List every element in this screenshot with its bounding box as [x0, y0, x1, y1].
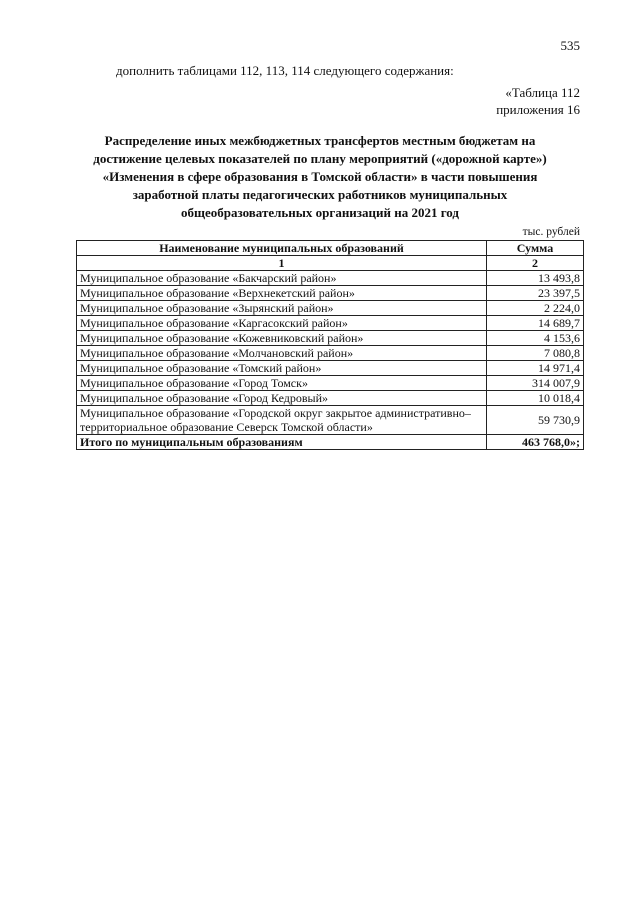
- header-sum: Сумма: [487, 241, 584, 256]
- units-label: тыс. рублей: [522, 226, 580, 238]
- table-row: [77, 286, 584, 301]
- row-sum: 13 493,8: [487, 271, 584, 286]
- table-row: [77, 406, 584, 435]
- table-header-row: [77, 241, 584, 256]
- row-name: Муниципальное образование «Каргасокский район»: [77, 316, 487, 331]
- column-number-1: 1: [77, 256, 487, 271]
- header-name: Наименование муниципальных образований: [77, 241, 487, 256]
- budget-table: [76, 240, 584, 450]
- row-sum: 4 153,6: [487, 331, 584, 346]
- title-line-2: достижение целевых показателей по плану мероприятий («дорожной карте»): [93, 151, 547, 166]
- table-row: [77, 271, 584, 286]
- column-number-2: 2: [487, 256, 584, 271]
- title-line-4: заработной платы педагогических работников муниципальных: [132, 187, 508, 202]
- column-number-row: [77, 256, 584, 271]
- row-name: Муниципальное образование «Зырянский район»: [77, 301, 487, 316]
- table-row: [77, 301, 584, 316]
- table-row: [77, 361, 584, 376]
- table-row: [77, 346, 584, 361]
- table-row: [77, 316, 584, 331]
- row-name: Муниципальное образование «Молчановский район»: [77, 346, 487, 361]
- document-title: [80, 132, 560, 222]
- intro-text: дополнить таблицами 112, 113, 114 следующего содержания:: [116, 63, 454, 78]
- table-row: [77, 331, 584, 346]
- total-sum: 463 768,0»;: [487, 435, 584, 450]
- table-row: [77, 391, 584, 406]
- row-name: Муниципальное образование «Верхнекетский район»: [77, 286, 487, 301]
- row-name: Муниципальное образование «Город Кедровый»: [77, 391, 487, 406]
- row-sum: 59 730,9: [487, 406, 584, 435]
- table-reference-line-2: приложения 16: [496, 102, 580, 117]
- page-number: 535: [560, 38, 580, 53]
- title-line-5: общеобразовательных организаций на 2021 год: [180, 205, 460, 220]
- row-name: Муниципальное образование «Бакчарский район»: [77, 271, 487, 286]
- row-name: Муниципальное образование «Городской округ закрытое административно–территориальное образование Северск Томской области»: [77, 406, 487, 435]
- row-sum: 14 689,7: [487, 316, 584, 331]
- row-sum: 2 224,0: [487, 301, 584, 316]
- row-name: Муниципальное образование «Кожевниковский район»: [77, 331, 487, 346]
- row-sum: 7 080,8: [487, 346, 584, 361]
- row-sum: 14 971,4: [487, 361, 584, 376]
- title-line-1: Распределение иных межбюджетных трансфертов местным бюджетам на: [104, 133, 536, 148]
- table-reference-line-1: «Таблица 112: [505, 85, 580, 100]
- table-row: [77, 376, 584, 391]
- row-sum: 23 397,5: [487, 286, 584, 301]
- title-line-3: «Изменения в сфере образования в Томской области» в части повышения: [102, 169, 538, 184]
- row-sum: 314 007,9: [487, 376, 584, 391]
- row-name: Муниципальное образование «Томский район»: [77, 361, 487, 376]
- row-sum: 10 018,4: [487, 391, 584, 406]
- row-name: Муниципальное образование «Город Томск»: [77, 376, 487, 391]
- total-label: Итого по муниципальным образованиям: [77, 435, 487, 450]
- total-row: [77, 435, 584, 450]
- table-reference: [420, 84, 580, 118]
